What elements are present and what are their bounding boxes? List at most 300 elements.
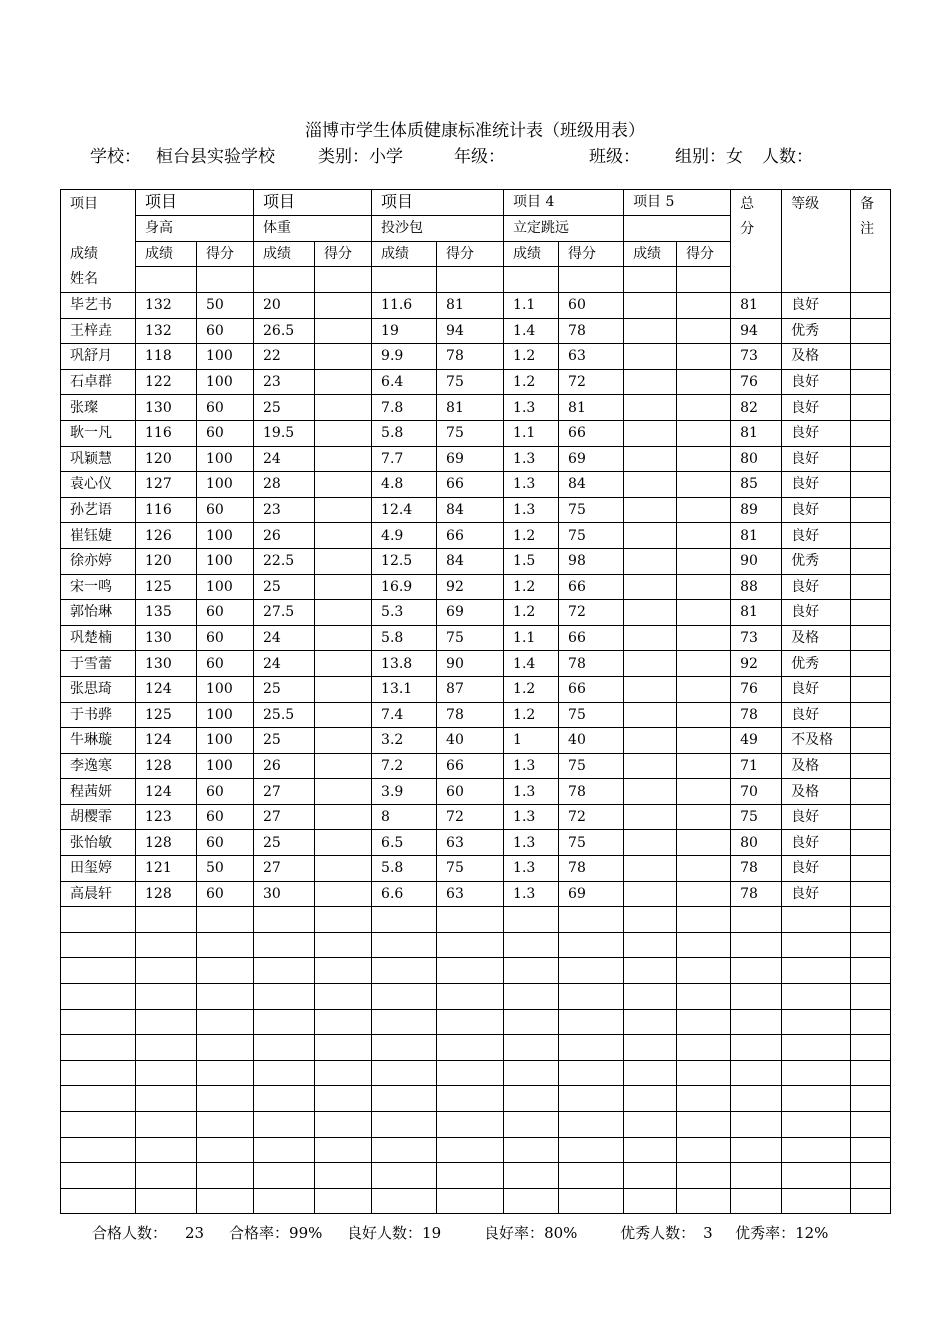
table-cell: 84: [437, 548, 504, 574]
table-cell: 71: [731, 753, 782, 779]
blank-cell: [136, 984, 197, 1010]
blank-cell: [624, 907, 677, 933]
table-cell: [624, 702, 677, 728]
table-cell: 良好: [782, 600, 851, 626]
table-row: [61, 625, 891, 651]
student-name-cell: 田玺婷: [61, 856, 136, 882]
blank-cell: [559, 907, 624, 933]
table-cell: 118: [136, 344, 197, 370]
table-cell: [851, 856, 891, 882]
table-row: [61, 881, 891, 907]
table-row: [61, 318, 891, 344]
table-cell: 78: [731, 856, 782, 882]
table-cell: [624, 446, 677, 472]
table-cell: [315, 395, 372, 421]
sub4-header: 立定跳远: [504, 215, 624, 241]
table-cell: 12.4: [372, 497, 437, 523]
table-cell: [315, 420, 372, 446]
table-cell: [677, 472, 731, 498]
blank-cell: [731, 1009, 782, 1035]
table-cell: 60: [197, 651, 254, 677]
table-cell: 20: [254, 293, 315, 319]
blank-cell: [197, 932, 254, 958]
info-line: [90, 142, 910, 167]
blank-cell: [61, 907, 136, 933]
note-label-a: 备: [860, 196, 875, 212]
table-cell: 98: [559, 548, 624, 574]
table-cell: [315, 446, 372, 472]
blank-cell: [559, 1009, 624, 1035]
table-cell: [315, 574, 372, 600]
blank-cell: [851, 1188, 891, 1214]
table-cell: 85: [731, 472, 782, 498]
school-label: 学校：: [90, 147, 141, 167]
table-cell: 81: [437, 293, 504, 319]
blank-cell: [197, 1009, 254, 1035]
table-cell: [624, 293, 677, 319]
blank-cell: [437, 267, 504, 293]
blank-cell: [315, 1163, 372, 1189]
student-name-cell: 张思琦: [61, 676, 136, 702]
table-cell: 1.4: [504, 318, 559, 344]
table-cell: [677, 651, 731, 677]
empty-row: [61, 1035, 891, 1061]
blank-cell: [61, 1086, 136, 1112]
blank-cell: [504, 1035, 559, 1061]
blank-cell: [315, 1035, 372, 1061]
table-row: [61, 753, 891, 779]
table-cell: 128: [136, 830, 197, 856]
blank-cell: [731, 1035, 782, 1061]
table-cell: 4.9: [372, 523, 437, 549]
student-name-cell: 李逸寒: [61, 753, 136, 779]
table-cell: 1.2: [504, 676, 559, 702]
table-cell: 1.3: [504, 830, 559, 856]
table-cell: [315, 293, 372, 319]
table-cell: 87: [437, 676, 504, 702]
table-cell: 75: [731, 804, 782, 830]
table-cell: 100: [197, 676, 254, 702]
blank-cell: [197, 1086, 254, 1112]
total-label-b: 分: [740, 221, 755, 237]
page-title: 淄博市学生体质健康标准统计表（班级用表）: [305, 121, 645, 141]
table-cell: 120: [136, 446, 197, 472]
table-cell: [315, 728, 372, 754]
table-cell: [624, 395, 677, 421]
table-cell: 63: [437, 881, 504, 907]
sub5-header: [624, 215, 731, 241]
blank-cell: [559, 932, 624, 958]
blank-cell: [315, 1060, 372, 1086]
blank-cell: [504, 267, 559, 293]
table-cell: 11.6: [372, 293, 437, 319]
empty-row: [61, 932, 891, 958]
table-cell: 1.2: [504, 523, 559, 549]
item-label: 项目: [70, 196, 98, 212]
table-row: [61, 472, 891, 498]
blank-cell: [254, 1035, 315, 1061]
table-cell: 良好: [782, 420, 851, 446]
category-value: 小学: [369, 147, 403, 167]
blank-cell: [136, 1112, 197, 1138]
table-cell: 27.5: [254, 600, 315, 626]
table-cell: 100: [197, 728, 254, 754]
table-cell: 1: [504, 728, 559, 754]
blank-cell: [136, 1035, 197, 1061]
table-cell: 及格: [782, 779, 851, 805]
blank-cell: [372, 267, 437, 293]
table-cell: [677, 548, 731, 574]
table-cell: [624, 779, 677, 805]
blank-cell: [677, 958, 731, 984]
table-row: [61, 548, 891, 574]
table-cell: 69: [437, 446, 504, 472]
table-cell: [624, 728, 677, 754]
table-cell: 60: [437, 779, 504, 805]
table-cell: [677, 369, 731, 395]
table-row: [61, 676, 891, 702]
table-cell: [315, 369, 372, 395]
table-cell: [315, 804, 372, 830]
empty-row: [61, 1086, 891, 1112]
sub3-header: 投沙包: [372, 215, 504, 241]
blank-cell: [315, 984, 372, 1010]
table-cell: [677, 702, 731, 728]
table-cell: 16.9: [372, 574, 437, 600]
blank-cell: [372, 907, 437, 933]
blank-cell: [851, 1086, 891, 1112]
table-cell: 94: [437, 318, 504, 344]
blank-cell: [61, 984, 136, 1010]
table-cell: 73: [731, 625, 782, 651]
table-cell: [677, 523, 731, 549]
pass-count: 23: [185, 1224, 205, 1242]
table-row: [61, 446, 891, 472]
table-cell: [624, 830, 677, 856]
table-cell: 及格: [782, 344, 851, 370]
blank-cell: [254, 1188, 315, 1214]
table-cell: 80: [731, 446, 782, 472]
blank-cell: [136, 1060, 197, 1086]
table-cell: 1.2: [504, 344, 559, 370]
table-cell: 66: [437, 523, 504, 549]
good-rate: 80%: [544, 1224, 578, 1242]
table-cell: 23: [254, 369, 315, 395]
table-cell: [624, 676, 677, 702]
table-cell: 19.5: [254, 420, 315, 446]
table-cell: [677, 420, 731, 446]
level-header: 等级: [782, 190, 851, 293]
empty-row: [61, 1060, 891, 1086]
table-cell: 132: [136, 293, 197, 319]
blank-cell: [504, 1112, 559, 1138]
header-row-items: [61, 190, 891, 216]
blank-cell: [372, 1035, 437, 1061]
blank-cell: [197, 1060, 254, 1086]
score-col-header: 成绩: [136, 241, 197, 267]
table-cell: 13.8: [372, 651, 437, 677]
table-cell: [315, 344, 372, 370]
table-cell: 良好: [782, 293, 851, 319]
blank-cell: [677, 932, 731, 958]
blank-cell: [372, 1060, 437, 1086]
table-cell: 116: [136, 497, 197, 523]
table-cell: 75: [559, 702, 624, 728]
pass-rate-label: 合格率：: [229, 1224, 290, 1242]
table-cell: [315, 625, 372, 651]
excellent-rate: 12%: [795, 1224, 829, 1242]
table-cell: 69: [559, 446, 624, 472]
blank-cell: [504, 1086, 559, 1112]
table-cell: 12.5: [372, 548, 437, 574]
blank-cell: [372, 1009, 437, 1035]
table-cell: 73: [731, 344, 782, 370]
table-cell: 23: [254, 497, 315, 523]
table-row: [61, 369, 891, 395]
blank-cell: [437, 1188, 504, 1214]
table-cell: 128: [136, 753, 197, 779]
blank-cell: [731, 958, 782, 984]
group-value: 女: [726, 147, 743, 167]
blank-cell: [372, 1112, 437, 1138]
table-cell: 127: [136, 472, 197, 498]
student-name-cell: 郭怡琳: [61, 600, 136, 626]
table-cell: 125: [136, 702, 197, 728]
blank-cell: [624, 1163, 677, 1189]
table-cell: 5.3: [372, 600, 437, 626]
table-cell: [851, 600, 891, 626]
student-name-cell: 胡樱霏: [61, 804, 136, 830]
table-cell: [677, 293, 731, 319]
table-cell: [624, 625, 677, 651]
table-cell: [851, 497, 891, 523]
table-cell: 1.2: [504, 574, 559, 600]
blank-cell: [136, 1009, 197, 1035]
blank-cell: [136, 1086, 197, 1112]
table-cell: 26.5: [254, 318, 315, 344]
table-cell: 75: [437, 420, 504, 446]
table-cell: 78: [437, 344, 504, 370]
blank-cell: [677, 1086, 731, 1112]
table-cell: 75: [559, 523, 624, 549]
table-cell: [677, 344, 731, 370]
excellent-count-label: 优秀人数：: [620, 1224, 696, 1242]
blank-cell: [197, 267, 254, 293]
table-cell: [677, 600, 731, 626]
blank-cell: [731, 1137, 782, 1163]
table-cell: 63: [437, 830, 504, 856]
blank-cell: [677, 984, 731, 1010]
table-cell: [315, 830, 372, 856]
table-cell: [624, 856, 677, 882]
table-cell: 100: [197, 446, 254, 472]
blank-cell: [677, 1035, 731, 1061]
table-cell: [851, 574, 891, 600]
blank-cell: [61, 1060, 136, 1086]
blank-cell: [254, 1086, 315, 1112]
table-cell: 1.3: [504, 395, 559, 421]
student-name-cell: 耿一凡: [61, 420, 136, 446]
empty-row: [61, 958, 891, 984]
table-cell: 128: [136, 881, 197, 907]
table-cell: 28: [254, 472, 315, 498]
student-name-cell: 张璨: [61, 395, 136, 421]
table-cell: 60: [197, 600, 254, 626]
table-cell: [624, 344, 677, 370]
score-label: 成绩: [70, 246, 98, 262]
table-cell: 88: [731, 574, 782, 600]
table-cell: 27: [254, 779, 315, 805]
blank-cell: [315, 958, 372, 984]
table-cell: 及格: [782, 753, 851, 779]
table-cell: [851, 420, 891, 446]
blank-cell: [437, 1009, 504, 1035]
table-cell: [851, 676, 891, 702]
student-name-cell: 孙艺语: [61, 497, 136, 523]
table-cell: 81: [437, 395, 504, 421]
table-cell: 69: [437, 600, 504, 626]
blank-cell: [624, 958, 677, 984]
student-name-cell: 徐亦婷: [61, 548, 136, 574]
table-cell: 100: [197, 344, 254, 370]
blank-cell: [851, 932, 891, 958]
table-cell: 124: [136, 728, 197, 754]
student-name-cell: 巩楚楠: [61, 625, 136, 651]
blank-cell: [437, 932, 504, 958]
table-cell: 1.1: [504, 420, 559, 446]
excellent-rate-label: 优秀率：: [735, 1224, 796, 1242]
table-cell: 60: [197, 830, 254, 856]
blank-cell: [197, 1035, 254, 1061]
blank-cell: [136, 932, 197, 958]
blank-cell: [851, 958, 891, 984]
blank-cell: [677, 1112, 731, 1138]
blank-cell: [504, 1188, 559, 1214]
table-cell: [624, 497, 677, 523]
table-cell: 78: [559, 651, 624, 677]
blank-cell: [624, 1137, 677, 1163]
table-cell: [624, 420, 677, 446]
table-cell: [315, 702, 372, 728]
table-cell: [851, 779, 891, 805]
table-cell: 124: [136, 676, 197, 702]
table-cell: 100: [197, 523, 254, 549]
table-cell: 40: [559, 728, 624, 754]
table-cell: 40: [437, 728, 504, 754]
table-cell: [315, 472, 372, 498]
table-cell: 良好: [782, 472, 851, 498]
table-cell: 75: [559, 753, 624, 779]
blank-cell: [136, 267, 197, 293]
table-row: [61, 779, 891, 805]
table-cell: 81: [731, 293, 782, 319]
blank-cell: [559, 1060, 624, 1086]
blank-cell: [624, 984, 677, 1010]
table-cell: 75: [559, 497, 624, 523]
name-label: 姓名: [70, 271, 98, 287]
table-cell: [677, 446, 731, 472]
blank-cell: [504, 932, 559, 958]
blank-cell: [782, 958, 851, 984]
table-cell: 126: [136, 523, 197, 549]
table-cell: 132: [136, 318, 197, 344]
table-cell: [677, 395, 731, 421]
table-cell: [851, 702, 891, 728]
blank-cell: [254, 907, 315, 933]
table-cell: [315, 318, 372, 344]
item1-header: 项目: [136, 190, 254, 216]
table-cell: 49: [731, 728, 782, 754]
table-cell: 1.5: [504, 548, 559, 574]
table-cell: [851, 369, 891, 395]
table-cell: 90: [437, 651, 504, 677]
blank-cell: [851, 1163, 891, 1189]
empty-row: [61, 1137, 891, 1163]
table-row: [61, 600, 891, 626]
table-cell: 25: [254, 728, 315, 754]
table-cell: 13.1: [372, 676, 437, 702]
table-cell: 24: [254, 651, 315, 677]
table-cell: [315, 497, 372, 523]
table-cell: 72: [559, 600, 624, 626]
statistics-table: [60, 189, 891, 1214]
class-label: 班级：: [589, 147, 640, 167]
table-cell: 60: [197, 395, 254, 421]
table-cell: [315, 881, 372, 907]
student-name-cell: 高晨轩: [61, 881, 136, 907]
table-row: [61, 293, 891, 319]
table-cell: 60: [197, 625, 254, 651]
table-cell: [677, 804, 731, 830]
table-row: [61, 728, 891, 754]
table-cell: 25: [254, 574, 315, 600]
table-row: [61, 395, 891, 421]
table-cell: 良好: [782, 830, 851, 856]
table-cell: 良好: [782, 497, 851, 523]
table-cell: 84: [437, 497, 504, 523]
table-cell: 5.8: [372, 856, 437, 882]
table-cell: 80: [731, 830, 782, 856]
table-cell: [677, 497, 731, 523]
table-cell: 60: [197, 318, 254, 344]
table-cell: 7.7: [372, 446, 437, 472]
table-cell: 良好: [782, 574, 851, 600]
blank-cell: [136, 1163, 197, 1189]
table-cell: 6.4: [372, 369, 437, 395]
student-name-cell: 张怡敏: [61, 830, 136, 856]
table-cell: 72: [559, 804, 624, 830]
table-cell: [624, 318, 677, 344]
blank-cell: [315, 1188, 372, 1214]
student-name-cell: 巩舒月: [61, 344, 136, 370]
table-cell: [851, 318, 891, 344]
blank-cell: [782, 932, 851, 958]
blank-cell: [504, 1009, 559, 1035]
table-cell: 78: [559, 318, 624, 344]
blank-cell: [624, 1009, 677, 1035]
table-cell: 124: [136, 779, 197, 805]
table-cell: 130: [136, 395, 197, 421]
table-cell: 100: [197, 548, 254, 574]
table-row: [61, 856, 891, 882]
blank-cell: [559, 1137, 624, 1163]
blank-cell: [254, 1137, 315, 1163]
table-cell: [624, 804, 677, 830]
blank-cell: [731, 932, 782, 958]
student-name-cell: 宋一鸣: [61, 574, 136, 600]
blank-cell: [254, 1060, 315, 1086]
blank-cell: [437, 1137, 504, 1163]
